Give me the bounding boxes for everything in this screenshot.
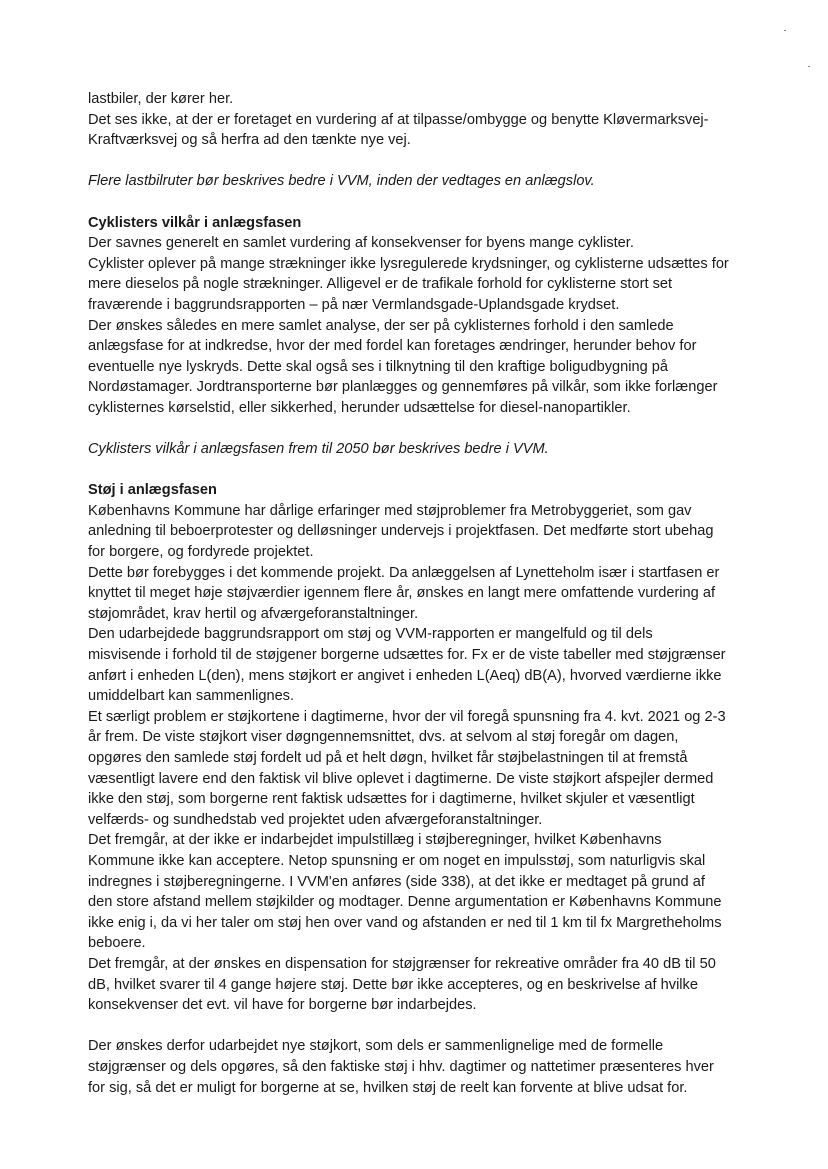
text-line: anlægsfase for at indkredse, hvor der med fordel kan foretages ændringer, herunder behov for [88,338,697,355]
text-line: fraværende i baggrundsrapporten – på nær Vermlandsgade-Uplandsgade krydset. [88,296,620,313]
text-line: mere dieselos på nogle strækninger. Alligevel er de trafikale forhold for cyklisterne stort set [88,276,673,293]
trucks-conclusion [88,171,768,192]
text-line: Der ønskes således en mere samlet analyse, der ser på cyklisternes forhold i den samlede [88,317,674,334]
text-line: ikke den støj, som borgerne rent faktisk udsættes for i dagtimerne, hvilket skjuler et væsentligt [88,791,695,808]
text-line: støjgrænser og dels opgøres, så den faktiske støj i hhv. dagtimer og nattetimer præsenteres hver [88,1058,714,1075]
section-heading: Støj i anlægsfasen [88,482,217,499]
text-line: umiddelbart kan sammenlignes. [88,688,295,705]
section-heading: Cyklisters vilkår i anlægsfasen [88,214,302,231]
text-line: Københavns Kommune har dårlige erfaringer med støjproblemer fra Metrobyggeriet, som gav [88,502,692,519]
text-line: for sig, så det er muligt for borgerne at se, hvilken støj de reelt kan forvente at blive udsat for. [88,1079,688,1096]
text-line: år frem. De viste støjkort viser døgngennemsnittet, dvs. at selvom al støj foregår om dagen, [88,729,679,746]
text-line: konsekvenser det evt. vil have for borgerne bør indarbejdes. [88,997,477,1014]
scan-speck [808,66,810,67]
text-line: væsentligt lavere end den faktisk vil blive oplevet i dagtimerne. De viste støjkort afspejler dermed [88,770,714,787]
text-line: anført i enheden L(den), mens støjkort er angivet i enheden L(Aeq) dB(A), hvorved værdierne ikke [88,667,722,684]
text-line: Der ønskes derfor udarbejdet nye støjkort, som dels er sammenlignelige med de formelle [88,1038,664,1055]
text-line: Det fremgår, at der ikke er indarbejdet impulstillæg i støjberegninger, hvilket Københavns [88,832,662,849]
text-line: anledning til beboerprotester og delløsninger undervejs i projektfasen. Det medførte stort ubehag [88,523,714,540]
text-line: knyttet til meget høje støjværdier igennem flere år, ønskes en langt mere omfattende vurdering af [88,585,716,602]
text-line: velfærds- og sundhedstab ved projektet uden afværgeforanstaltninger. [88,811,543,828]
italic-conclusion: Flere lastbilruter bør beskrives bedre i VVM, inden der vedtages en anlægslov. [88,173,595,190]
text-line: Kraftværksvej og så herfra ad den tænkte nye vej. [88,132,411,149]
text-line: den store afstand mellem støjkilder og modtager. Denne argumentation er Københavns Kommune [88,894,722,911]
text-line: eventuelle nye lyskryds. Dette skal også ses i tilknytning til den kraftige boligudbygning på [88,358,669,375]
italic-conclusion: Cyklisters vilkår i anlægsfasen frem til 2050 bør beskrives bedre i VVM. [88,441,549,458]
text-line: lastbiler, der kører her. [88,91,234,107]
noise-section [88,480,768,1098]
text-line: Et særligt problem er støjkortene i dagtimerne, hvor der vil foregå spunsning fra 4. kvt. 2021 og 2-3 [88,708,726,725]
intro-paragraph [88,89,768,151]
text-line: ikke enig i, da vi her taler om støj hen over vand og afstanden er ned til 1 km til fx Margretheholms [88,914,722,931]
text-line: Den udarbejdede baggrundsrapport om støj og VVM-rapporten er mangelfuld og til dels [88,626,653,643]
text-line: opgøres den samlede støj fordelt ud på et helt døgn, hvilket får støjbelastningen til at fremstå [88,750,688,766]
cyclists-section [88,213,768,460]
text-line: Dette bør forebygges i det kommende projekt. Da anlæggelsen af Lynetteholm især i startfasen er [88,564,720,581]
text-line: indregnes i støjberegningerne. I VVM'en anføres (side 338), at det ikke er medtaget på grund af [88,873,705,890]
text-line: Der savnes generelt en samlet vurdering af konsekvenser for byens mange cyklister. [88,235,634,252]
text-line: støjområdet, krav hertil og afværgeforanstaltninger. [88,605,419,622]
text-line: beboere. [88,935,146,952]
text-line: Cyklister oplever på mange strækninger ikke lysregulerede krydsninger, og cyklisterne udsættes for [88,255,729,272]
scan-speck [784,30,786,31]
text-line: dB, hvilket svarer til 4 gange højere støj. Dette bør ikke accepteres, og en beskrivelse af hvilke [88,976,698,993]
text-line: Nordøstamager. Jordtransporterne bør planlægges og gennemføres på vilkår, som ikke forlænger [88,379,718,396]
text-line: Kommune ikke kan acceptere. Netop spunsning er om noget en impulsstøj, som naturligvis skal [88,852,706,869]
document-page [88,89,768,1098]
text-line: Det fremgår, at der ønskes en dispensation for støjgrænser for rekreative områder fra 40 dB til 50 [88,955,716,972]
text-line: Det ses ikke, at der er foretaget en vurdering af at tilpasse/ombygge og benytte Kløvermarksvej- [88,111,709,128]
text-line: cyklisternes kørselstid, eller sikkerhed, herunder udsættelse for diesel-nanopartikler. [88,399,631,416]
text-line: for borgere, og fordyrede projektet. [88,544,314,561]
text-line: misvisende i forhold til de støjgener borgerne udsættes for. Fx er de viste tabeller med støjgrænser [88,647,726,664]
